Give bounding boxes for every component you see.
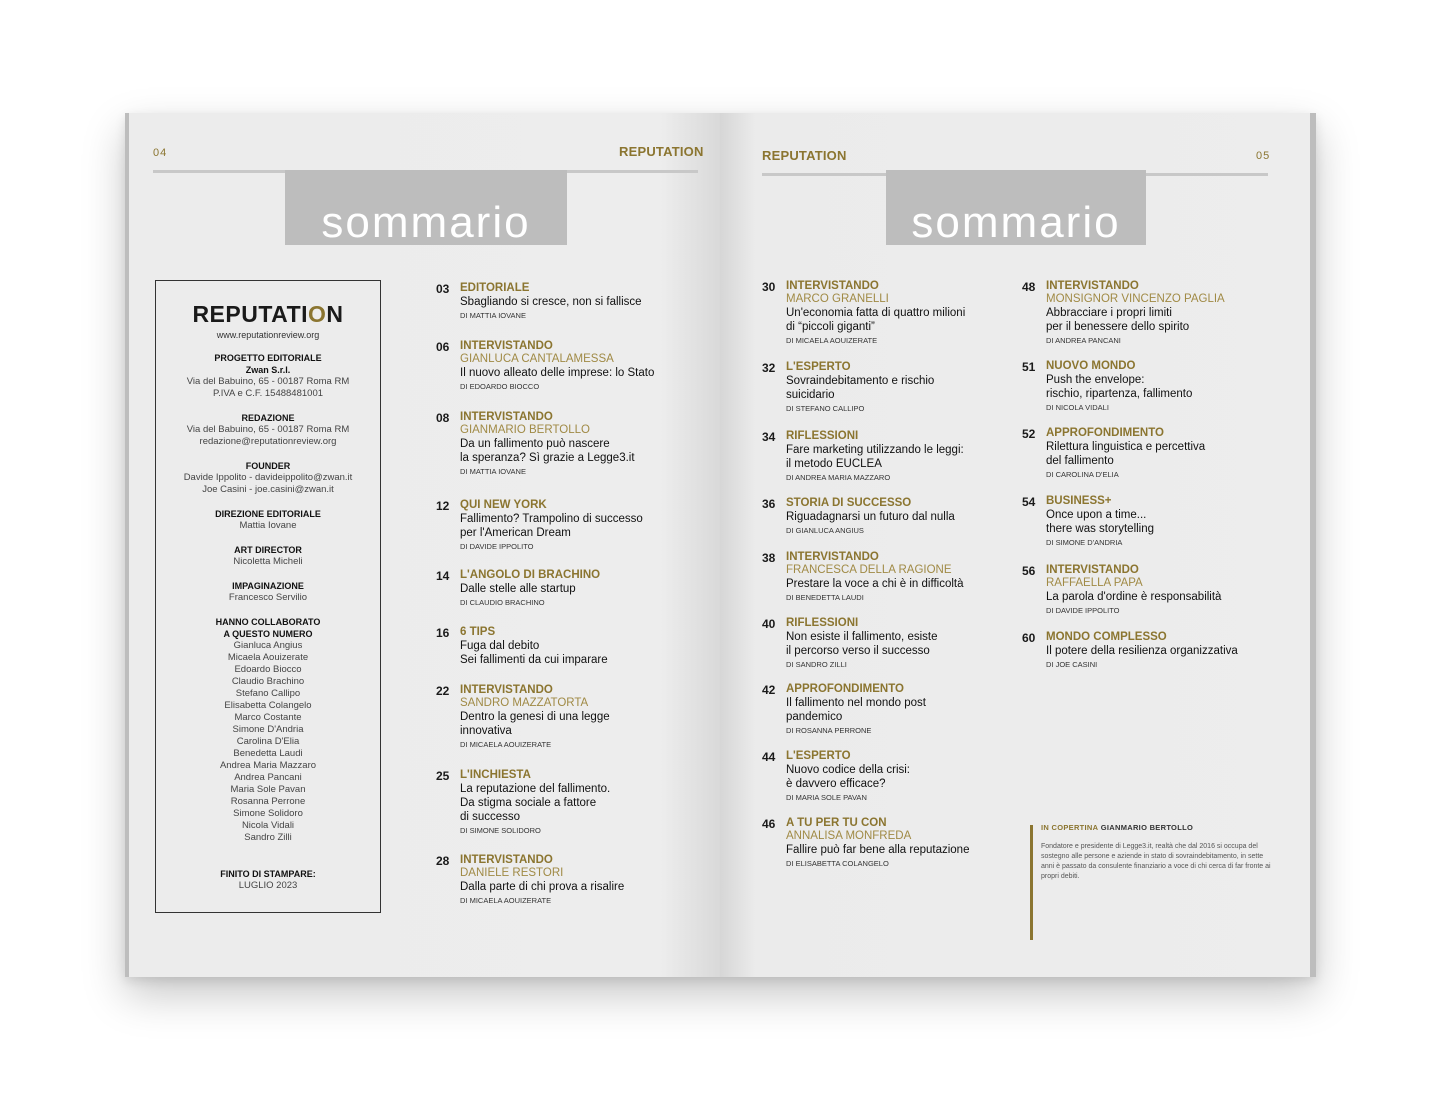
toc-page-number: 16 (436, 626, 450, 640)
toc-page-number: 12 (436, 499, 450, 513)
cover-name: GIANMARIO BERTOLLO (1100, 823, 1194, 832)
toc-page-number: 32 (762, 361, 776, 375)
toc-author: DI EDOARDO BIOCCO (460, 382, 540, 391)
toc-category: INTERVISTANDO (460, 340, 553, 352)
toc-page-number: 06 (436, 340, 450, 354)
masthead-heading: Zwan S.r.l. (245, 365, 291, 375)
toc-article-title: Fallire può far bene alla reputazione (786, 844, 970, 856)
toc-author: DI MICAELA AOUIZERATE (786, 336, 878, 345)
masthead-heading: FOUNDER (245, 461, 291, 471)
toc-article-title: La parola d'ordine è responsabilità (1046, 591, 1222, 603)
masthead-heading: PROGETTO EDITORIALE (214, 353, 322, 363)
toc-entry-body (786, 617, 1036, 670)
toc-article-title: Dentro la genesi di una legge (460, 711, 610, 723)
toc-article-title: Il potere della resilienza organizzativa (1046, 645, 1238, 657)
right-page (720, 113, 1316, 977)
toc-article-title: la speranza? Sì grazie a Legge3.it (460, 452, 635, 464)
toc-article-title: Fallimento? Trampolino di successo (460, 513, 643, 525)
brand-logo: REPUTATION (619, 144, 704, 159)
toc-category: A TU PER TU CON (786, 817, 887, 829)
toc-category: APPROFONDIMENTO (1046, 427, 1164, 439)
masthead-line: Andrea Maria Mazzaro (219, 760, 317, 771)
toc-article-title: there was storytelling (1046, 523, 1155, 535)
masthead-line: Nicola Vidali (241, 820, 295, 831)
masthead-section (156, 460, 380, 496)
masthead-url: www.reputationreview.org (216, 330, 320, 340)
toc-interviewee: ANNALISA MONFREDA (786, 830, 912, 842)
toc-article-title: Dalle stelle alle startup (460, 583, 576, 595)
page-number: 05 (1256, 150, 1271, 162)
toc-category: QUI NEW YORK (460, 499, 547, 511)
toc-interviewee: GIANLUCA CANTALAMESSA (460, 353, 614, 365)
magazine-spread (125, 113, 1316, 977)
toc-category: NUOVO MONDO (1046, 360, 1136, 372)
toc-category: INTERVISTANDO (786, 551, 879, 563)
toc-author: DI MICAELA AOUIZERATE (460, 740, 552, 749)
toc-interviewee: GIANMARIO BERTOLLO (460, 424, 590, 436)
toc-category: 6 TIPS (460, 626, 496, 638)
toc-entry-body (786, 430, 1036, 483)
toc-article-title: di successo (460, 811, 521, 823)
toc-category: L'ANGOLO DI BRACHINO (460, 569, 601, 581)
toc-entry-body (786, 497, 1036, 536)
toc-article-title: Da stigma sociale a fattore (460, 797, 597, 809)
toc-category: RIFLESSIONI (786, 430, 859, 442)
page-number: 04 (153, 147, 168, 159)
toc-page-number: 34 (762, 430, 776, 444)
toc-article-title: Il nuovo alleato delle imprese: lo Stato (460, 367, 655, 379)
toc-author: DI CAROLINA D'ELIA (1046, 470, 1119, 479)
masthead-line: Via del Babuino, 65 - 00187 Roma RM (186, 376, 350, 387)
toc-entry-body (1046, 631, 1296, 670)
toc-page-number: 48 (1022, 280, 1036, 294)
toc-interviewee: DANIELE RESTORI (460, 867, 564, 879)
toc-author: DI MATTIA IOVANE (460, 311, 526, 320)
toc-entry-body (1046, 427, 1296, 480)
toc-article-title: è davvero efficace? (786, 778, 886, 790)
toc-entry-body (786, 683, 1036, 736)
toc-article-title: rischio, ripartenza, fallimento (1046, 388, 1193, 400)
toc-interviewee: MARCO GRANELLI (786, 293, 889, 305)
toc-article-title: pandemico (786, 711, 843, 723)
masthead-line: LUGLIO 2023 (238, 880, 298, 891)
toc-article-title: Un'economia fatta di quattro milioni (786, 307, 966, 319)
toc-author: DI DAVIDE IPPOLITO (1046, 606, 1120, 615)
masthead-line: redazione@reputationreview.org (199, 436, 337, 447)
toc-article-title: Push the envelope: (1046, 374, 1145, 386)
toc-entry-body (460, 499, 710, 552)
toc-author: DI DAVIDE IPPOLITO (460, 542, 534, 551)
masthead-heading: IMPAGINAZIONE (232, 581, 304, 591)
toc-author: DI SIMONE D'ANDRIA (1046, 538, 1123, 547)
toc-article-title: Sei fallimenti da cui imparare (460, 654, 608, 666)
toc-page-number: 44 (762, 750, 776, 764)
toc-interviewee: FRANCESCA DELLA RAGIONE (786, 564, 952, 576)
toc-category: MONDO COMPLESSO (1046, 631, 1167, 643)
logo-o: O (308, 301, 327, 327)
toc-entry-body (786, 817, 1036, 869)
toc-interviewee: RAFFAELLA PAPA (1046, 577, 1143, 589)
toc-page-number: 03 (436, 282, 450, 296)
toc-author: DI MATTIA IOVANE (460, 467, 526, 476)
masthead-line: Joe Casini - joe.casini@zwan.it (202, 484, 334, 495)
masthead-line: Edoardo Biocco (234, 664, 302, 675)
cover-description: Fondatore e presidente di Legge3.it, realtà che dal 2016 si occupa del sostegno alle persone e aziende in stato di sovraindebitamento, in sette anni è passato da consulente finanziario a voce di chi cerca di far fronte ai propri debiti. (1041, 843, 1271, 880)
section-title: sommario (321, 198, 531, 247)
toc-page-number: 22 (436, 684, 450, 698)
masthead-heading: A QUESTO NUMERO (223, 629, 313, 639)
toc-article-title: Nuovo codice della crisi: (786, 764, 911, 776)
masthead-line: Stefano Callipo (235, 688, 301, 699)
toc-article-title: Riguadagnarsi un futuro dal nulla (786, 511, 955, 523)
toc-entry-body (460, 769, 710, 836)
toc-entry-body (1046, 280, 1296, 346)
toc-author: DI STEFANO CALLIPO (786, 404, 865, 413)
masthead-heading: DIREZIONE EDITORIALE (215, 509, 321, 519)
toc-author: DI CLAUDIO BRACHINO (460, 598, 545, 607)
masthead-line: Rosanna Perrone (230, 796, 306, 807)
toc-author: DI GIANLUCA ANGIUS (786, 526, 864, 535)
masthead-line: Carolina D'Elia (236, 736, 300, 747)
cover-accent-bar (1030, 825, 1033, 940)
toc-article-title: del fallimento (1046, 455, 1114, 467)
toc-author: DI MICAELA AOUIZERATE (460, 896, 552, 905)
toc-category: INTERVISTANDO (1046, 280, 1139, 292)
toc-page-number: 56 (1022, 564, 1036, 578)
toc-entry-body (460, 569, 710, 608)
brand-logo: REPUTATION (762, 148, 847, 163)
toc-page-number: 08 (436, 411, 450, 425)
masthead-section (156, 412, 380, 448)
toc-author: DI ANDREA PANCANI (1046, 336, 1121, 345)
toc-author: DI ROSANNA PERRONE (786, 726, 872, 735)
toc-page-number: 25 (436, 769, 450, 783)
toc-page-number: 30 (762, 280, 776, 294)
masthead-sections (156, 352, 380, 892)
masthead-heading: REDAZIONE (241, 413, 295, 423)
masthead-box (155, 280, 381, 913)
toc-page-number: 38 (762, 551, 776, 565)
section-title-box (886, 170, 1146, 245)
toc-article-title: Da un fallimento può nascere (460, 438, 610, 450)
toc-category: INTERVISTANDO (460, 854, 553, 866)
toc-category: APPROFONDIMENTO (786, 683, 904, 695)
toc-author: DI ANDREA MARIA MAZZARO (786, 473, 891, 482)
toc-page-number: 52 (1022, 427, 1036, 441)
toc-author: DI SIMONE SOLIDORO (460, 826, 541, 835)
toc-article-title: per il benessere dello spirito (1046, 321, 1190, 333)
toc-page-number: 51 (1022, 360, 1036, 374)
masthead-section (156, 580, 380, 604)
toc-article-title: Prestare la voce a chi è in difficoltà (786, 578, 964, 590)
masthead-line: Mattia Iovane (239, 520, 297, 531)
masthead-line: Sandro Zilli (244, 832, 292, 843)
toc-article-title: per l'American Dream (460, 527, 571, 539)
toc-page-number: 46 (762, 817, 776, 831)
masthead-line: Gianluca Angius (233, 640, 303, 651)
toc-entry-body (786, 750, 1036, 803)
masthead-line: Micaela Aouizerate (227, 652, 309, 663)
masthead-line: Davide Ippolito - davideippolito@zwan.it (183, 472, 353, 483)
toc-category: STORIA DI SUCCESSO (786, 497, 912, 509)
toc-entry-body (460, 411, 710, 477)
toc-interviewee: MONSIGNOR VINCENZO PAGLIA (1046, 293, 1225, 305)
toc-article-title: Fare marketing utilizzando le leggi: (786, 444, 964, 456)
masthead-section (156, 544, 380, 568)
section-title: sommario (911, 198, 1121, 247)
toc-entry-body (1046, 564, 1296, 616)
toc-article-title: Fuga dal debito (460, 640, 540, 652)
left-page (125, 113, 720, 977)
toc-article-title: Dalla parte di chi prova a risalire (460, 881, 625, 893)
toc-author: DI JOE CASINI (1046, 660, 1098, 669)
masthead-line: Francesco Servilio (228, 592, 308, 603)
toc-entry-body (786, 361, 1036, 414)
toc-article-title: innovativa (460, 725, 512, 737)
masthead-line: Nicoletta Micheli (233, 556, 303, 567)
toc-page-number: 14 (436, 569, 450, 583)
toc-category: INTERVISTANDO (460, 684, 553, 696)
masthead-line: P.IVA e C.F. 15488481001 (212, 388, 324, 399)
toc-article-title: suicidario (786, 389, 835, 401)
toc-article-title: Abbracciare i propri limiti (1046, 307, 1172, 319)
masthead-line: Benedetta Laudi (233, 748, 303, 759)
toc-article-title: il percorso verso il successo (786, 645, 930, 657)
toc-category: INTERVISTANDO (460, 411, 553, 423)
toc-entry-body (786, 551, 1036, 603)
masthead-logo (156, 301, 380, 328)
toc-author: DI ELISABETTA COLANGELO (786, 859, 889, 868)
toc-entry-body (1046, 495, 1296, 548)
masthead-line: Marco Costante (234, 712, 302, 723)
masthead-line: Elisabetta Colangelo (224, 700, 312, 711)
toc-category: L'ESPERTO (786, 750, 851, 762)
toc-author: DI SANDRO ZILLI (786, 660, 847, 669)
cover-label: IN COPERTINA (1041, 823, 1099, 832)
toc-article-title: di “piccoli giganti” (786, 321, 875, 333)
toc-author: DI MARIA SOLE PAVAN (786, 793, 867, 802)
toc-entry-body (1046, 360, 1296, 413)
toc-author: DI BENEDETTA LAUDI (786, 593, 864, 602)
masthead-line: Via del Babuino, 65 - 00187 Roma RM (186, 424, 350, 435)
masthead-section (156, 508, 380, 532)
toc-category: RIFLESSIONI (786, 617, 859, 629)
masthead-line: Claudio Brachino (231, 676, 305, 687)
masthead-line: Simone D'Andria (232, 724, 304, 735)
toc-category: EDITORIALE (460, 282, 530, 294)
cover-credit (1041, 823, 1193, 832)
masthead-line: Maria Sole Pavan (230, 784, 306, 795)
toc-page-number: 54 (1022, 495, 1036, 509)
masthead-heading: FINITO DI STAMPARE: (220, 869, 316, 879)
toc-page-number: 60 (1022, 631, 1036, 645)
toc-category: INTERVISTANDO (1046, 564, 1139, 576)
toc-author: DI NICOLA VIDALI (1046, 403, 1109, 412)
toc-interviewee: SANDRO MAZZATORTA (460, 697, 589, 709)
masthead-line: Andrea Pancani (234, 772, 302, 783)
masthead-heading: HANNO COLLABORATO (215, 617, 321, 627)
toc-entry-body (460, 282, 710, 321)
logo-text: REPUTATI (192, 301, 309, 327)
toc-page-number: 36 (762, 497, 776, 511)
masthead-line: Simone Solidoro (233, 808, 303, 819)
toc-page-number: 28 (436, 854, 450, 868)
toc-category: INTERVISTANDO (786, 280, 879, 292)
toc-article-title: Sovraindebitamento e rischio (786, 375, 935, 387)
masthead-section (156, 352, 380, 400)
toc-article-title: Sbagliando si cresce, non si fallisce (460, 296, 642, 308)
toc-article-title: il metodo EUCLEA (786, 458, 882, 470)
toc-page-number: 40 (762, 617, 776, 631)
toc-page-number: 42 (762, 683, 776, 697)
toc-entry-body (460, 340, 710, 392)
toc-article-title: Il fallimento nel mondo post (786, 697, 926, 709)
toc-entry-body (786, 280, 1036, 346)
toc-entry-body (460, 854, 710, 906)
toc-entry-body (460, 684, 710, 750)
section-title-box (285, 170, 567, 245)
toc-article-title: Non esiste il fallimento, esiste (786, 631, 938, 643)
toc-article-title: Once upon a time... (1046, 509, 1147, 521)
masthead-section (156, 868, 380, 892)
toc-category: L'ESPERTO (786, 361, 851, 373)
toc-entry-body (460, 626, 710, 667)
toc-category: L'INCHIESTA (460, 769, 531, 781)
toc-category: BUSINESS+ (1046, 495, 1112, 507)
masthead-heading: ART DIRECTOR (234, 545, 302, 555)
logo-text-end: N (326, 301, 344, 327)
toc-article-title: Rilettura linguistica e percettiva (1046, 441, 1206, 453)
masthead-section (156, 616, 380, 844)
toc-article-title: La reputazione del fallimento. (460, 783, 611, 795)
